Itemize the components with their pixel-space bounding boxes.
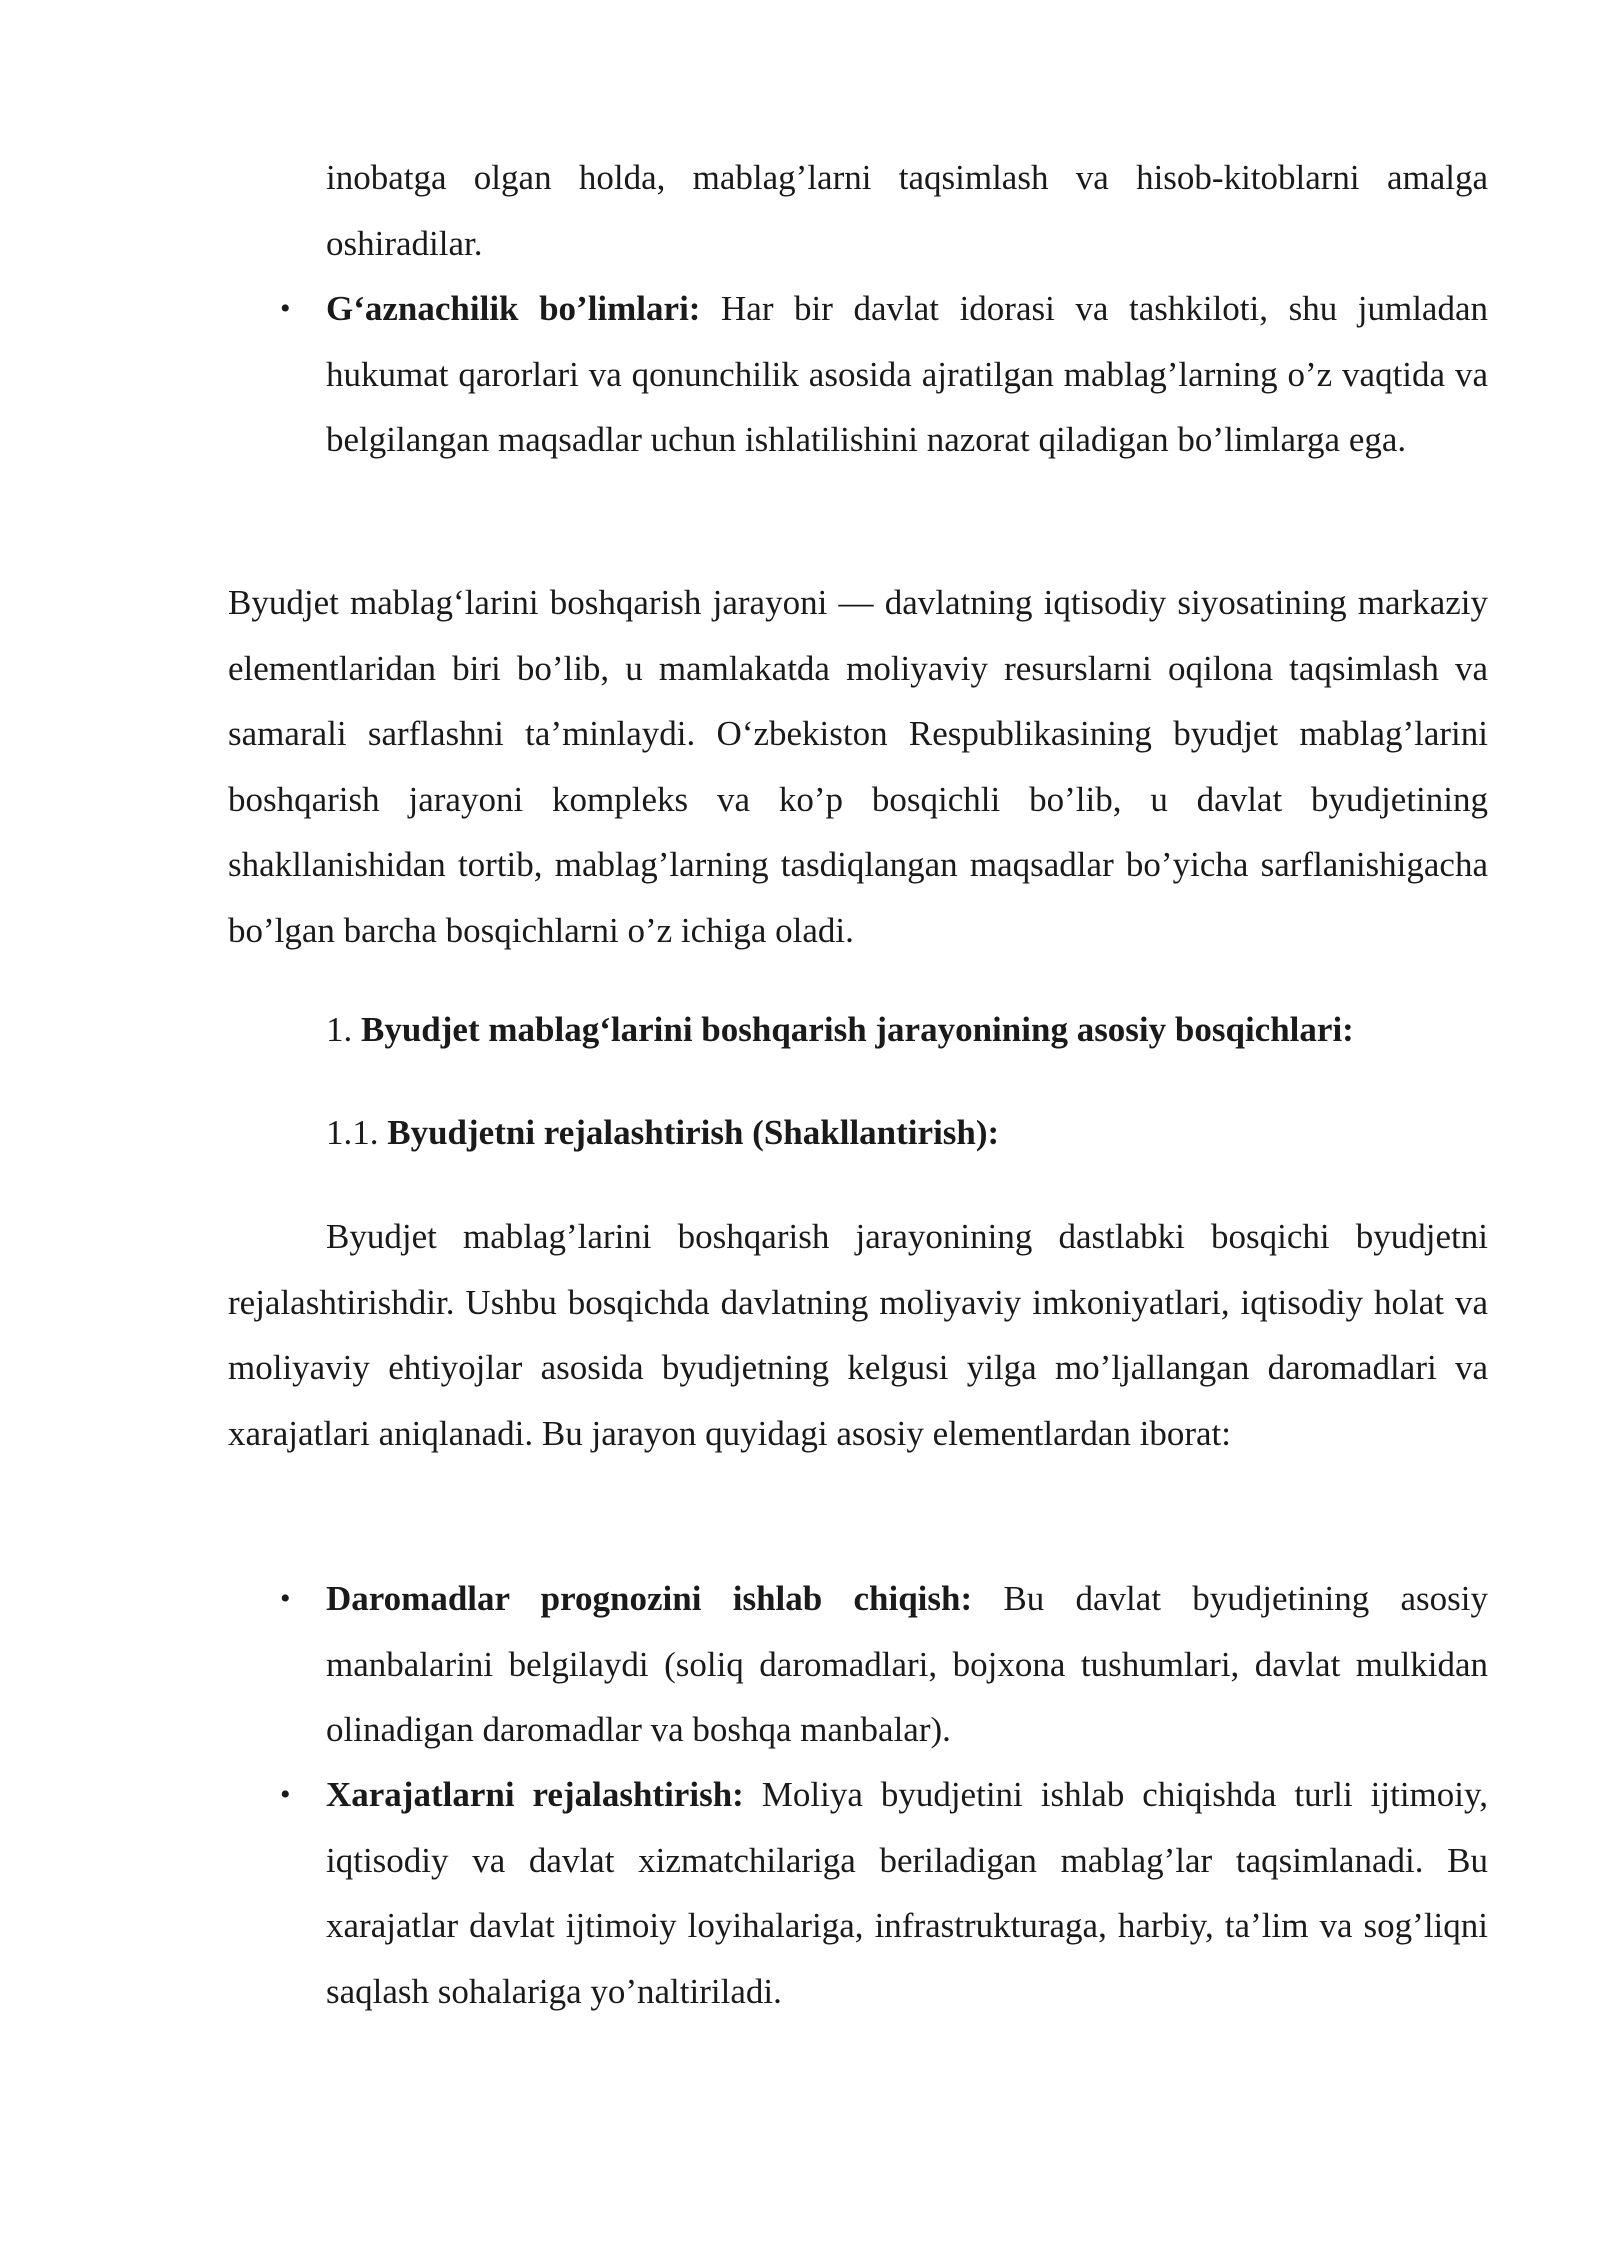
bullet-text: Bu davlat byudjetining asosiy manbalarini belgilaydi (soliq daromadlari, bojxona tushumlari, davlat mulkidan olinadigan daromadlar va boshqa manbalar). xyxy=(326,1579,1488,1749)
bullet-term: G‘aznachilik bo’limlari: xyxy=(326,289,701,328)
section-heading-1-1 xyxy=(326,1100,1488,1166)
bullet-marker: • xyxy=(280,292,291,325)
bullet-item-expenses xyxy=(326,1762,1488,2024)
bullet-item-treasury xyxy=(326,276,1488,473)
bullet-item-revenue xyxy=(326,1566,1488,1763)
paragraph-main: Byudjet mablag‘larini boshqarish jarayoni — davlatning iqtisodiy siyosatining markaziy elementlaridan biri bo’lib, u mamlakatda moliyaviy resurslarni oqilona taqsimlash va samarali sarflashni ta’minlaydi. O‘zbekiston Respublikasining byudjet mablag’larini boshqarish jarayoni kompleks va ko’p bosqichli bo’lib, u davlat byudjetining shakllanishidan tortib, mablag’larning tasdiqlangan maqsadlar bo’yicha sarflanishigacha bo’lgan barcha bosqichlarni o’z ichiga oladi. xyxy=(228,583,1488,950)
paragraph-planning: Byudjet mablag’larini boshqarish jarayonining dastlabki bosqichi byudjetni rejalashtirishdir. Ushbu bosqichda davlatning moliyaviy imkoniyatlari, iqtisodiy holat va moliyaviy ehtiyojlar asosida byudjetning kelgusi yilga mo’ljallangan daromadlari va xarajatlari aniqlanadi. Bu jarayon quyidagi asosiy elementlardan iborat: xyxy=(228,1217,1488,1453)
bullet-marker: • xyxy=(280,1582,291,1615)
section-heading-1 xyxy=(326,997,1488,1063)
bullet-text: Moliya byudjetini ishlab chiqishda turli ijtimoiy, iqtisodiy va davlat xizmatchilariga beriladigan mablag’lar taqsimlanadi. Bu xarajatlar davlat ijtimoiy loyihalariga, infrastrukturaga, harbiy, ta’lim va sog’liqni saqlash sohalariga yo’naltiriladi. xyxy=(326,1775,1488,2011)
bullet-term: Xarajatlarni rejalashtirish: xyxy=(326,1775,744,1814)
heading-number: 1.1. xyxy=(326,1113,379,1152)
bullet-text: Har bir davlat idorasi va tashkiloti, shu jumladan hukumat qarorlari va qonunchilik asosida ajratilgan mablag’larning o’z vaqtida va belgilangan maqsadlar uchun ishlatilishini nazorat qiladigan bo’limlarga ega. xyxy=(326,289,1488,459)
bullet-marker: • xyxy=(280,1778,291,1811)
heading-title: Byudjetni rejalashtirish (Shakllantirish): xyxy=(387,1113,1000,1152)
heading-title: Byudjet mablag‘larini boshqarish jarayonining asosiy bosqichlari: xyxy=(361,1010,1354,1049)
heading-number: 1. xyxy=(326,1010,353,1049)
intro-continuation: inobatga olgan holda, mablag’larni taqsimlash va hisob-kitoblarni amalga oshiradilar. xyxy=(326,158,1488,263)
bullet-term: Daromadlar prognozini ishlab chiqish: xyxy=(326,1579,973,1618)
